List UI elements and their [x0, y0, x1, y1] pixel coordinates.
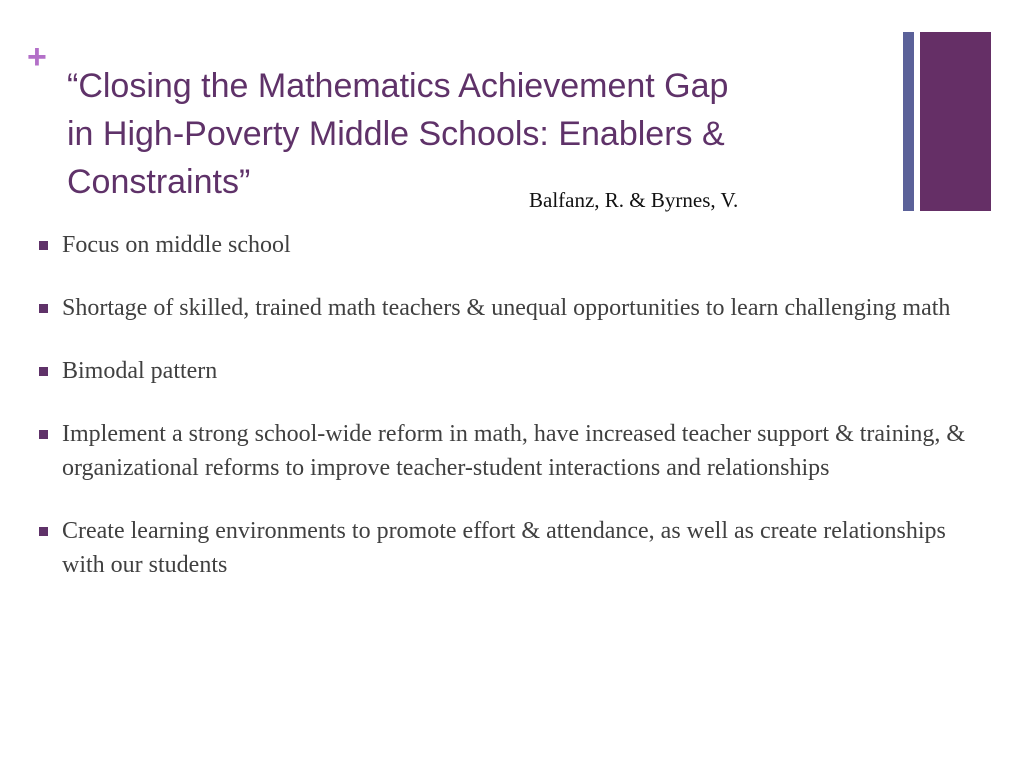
bullet-item — [36, 291, 976, 325]
bullet-list — [36, 228, 976, 611]
square-bullet-icon — [39, 241, 48, 250]
decorative-thick-bar — [920, 32, 991, 211]
bullet-text: Implement a strong school-wide reform in math, have increased teacher support & training, & organizational reforms to improve teacher-student interactions and relationships — [62, 421, 966, 481]
square-bullet-icon — [39, 367, 48, 376]
square-bullet-icon — [39, 430, 48, 439]
bullet-text: Create learning environments to promote effort & attendance, as well as create relationships with our students — [62, 518, 946, 578]
square-bullet-icon — [39, 304, 48, 313]
slide-title-line-1: “Closing the Mathematics Achievement Gap — [67, 67, 729, 105]
bullet-text: Shortage of skilled, trained math teachers & unequal opportunities to learn challenging math — [62, 295, 951, 321]
square-bullet-icon — [39, 527, 48, 536]
slide-title-line-3: Constraints” — [67, 163, 251, 201]
decorative-thin-bar — [903, 32, 914, 211]
author-attribution: Balfanz, R. & Byrnes, V. — [529, 188, 739, 212]
plus-icon: + — [27, 38, 47, 76]
bullet-item — [36, 354, 976, 388]
bullet-text: Focus on middle school — [62, 232, 291, 258]
slide-title — [67, 62, 897, 206]
bullet-text: Bimodal pattern — [62, 358, 218, 384]
slide-title-line-2: in High-Poverty Middle Schools: Enablers & — [67, 115, 725, 153]
bullet-item — [36, 417, 976, 485]
bullet-item — [36, 228, 976, 262]
bullet-item — [36, 514, 976, 582]
